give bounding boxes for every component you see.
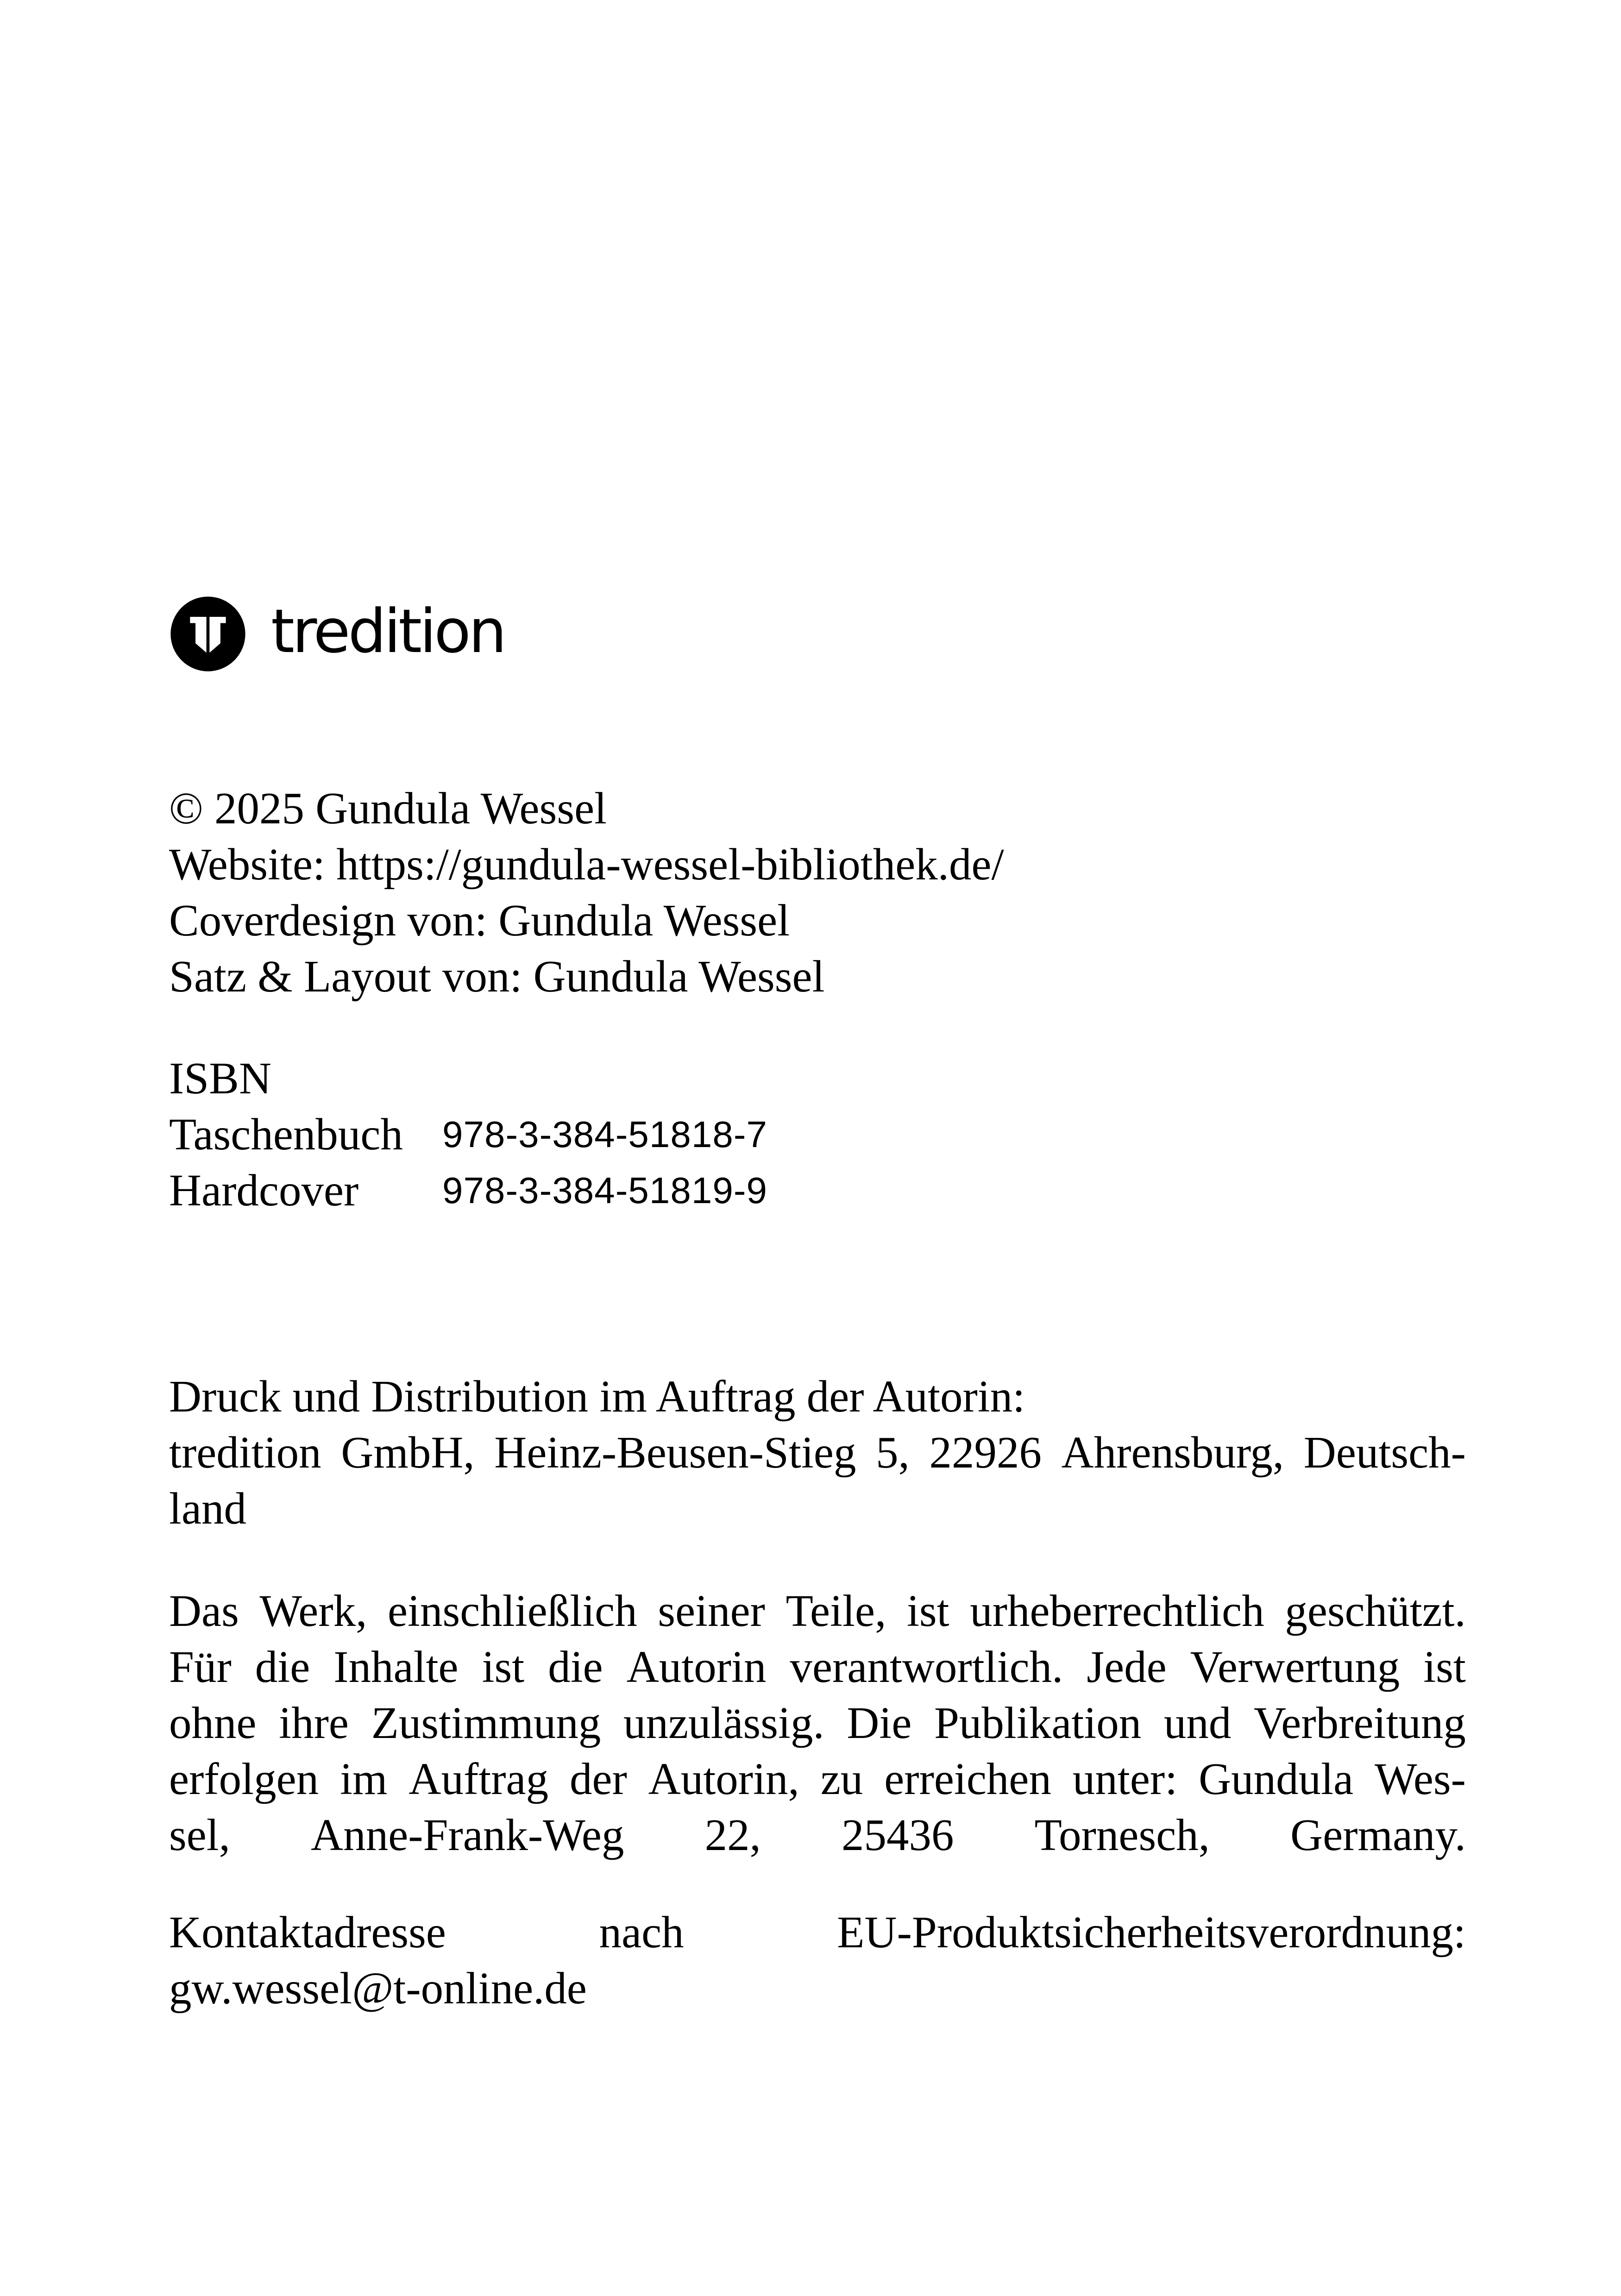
rights-line-word: sel,: [169, 1810, 231, 1860]
rights-line-word: Publikation: [934, 1698, 1142, 1748]
rights-line-word: erreichen: [884, 1754, 1051, 1804]
distribution-line-word: GmbH,: [341, 1428, 475, 1477]
isbn-value-hardcover: 978-3-384-51819-9: [442, 1170, 767, 1211]
rights-line-word: die: [255, 1642, 310, 1692]
isbn-heading: ISBN: [169, 1054, 271, 1103]
rights-line-word: ist: [482, 1642, 525, 1692]
rights-line-word: Für: [169, 1642, 232, 1692]
distribution-line-word: Deutsch-: [1303, 1428, 1466, 1477]
rights-line-word: ist: [1423, 1642, 1466, 1692]
rights-line-word: Verbreitung: [1253, 1698, 1466, 1748]
distribution-line: [169, 1424, 1466, 1480]
distribution-line-word: 5,: [876, 1428, 910, 1477]
rights-line-word: urheberrechtlich: [970, 1586, 1264, 1636]
distribution-line: land: [169, 1484, 247, 1533]
rights-line-word: ohne: [169, 1698, 257, 1748]
contact-line-word: nach: [599, 1907, 684, 1957]
rights-line-word: die: [548, 1642, 603, 1692]
rights-line: [169, 1639, 1466, 1695]
rights-line-word: Zustimmung: [371, 1698, 601, 1748]
rights-line-word: im: [340, 1754, 388, 1804]
rights-line-word: Jede: [1087, 1642, 1167, 1692]
distribution-line-word: Heinz-Beusen-Stieg: [494, 1428, 856, 1477]
rights-line-word: einschließlich: [388, 1586, 637, 1636]
isbn-row-hardcover: [169, 1162, 1466, 1218]
copyright-line: Satz & Layout von: Gundula Wessel: [169, 952, 825, 1001]
rights-line-word: erfolgen: [169, 1754, 319, 1804]
rights-line-word: Autorin: [626, 1642, 767, 1692]
copyright-line: © 2025 Gundula Wessel: [169, 784, 607, 833]
rights-line-word: 22,: [704, 1810, 761, 1860]
rights-line-word: Germany.: [1290, 1810, 1466, 1860]
rights-line-word: ist: [906, 1586, 949, 1636]
rights-line-word: Auftrag: [408, 1754, 549, 1804]
rights-line: [169, 1807, 1466, 1863]
distribution-line-word: tredition: [169, 1428, 321, 1477]
contact-line[interactable]: gw.wessel@t-online.de: [169, 1964, 587, 2013]
rights-line-word: der: [570, 1754, 627, 1804]
rights-line-word: Inhalte: [333, 1642, 459, 1692]
publisher-wordmark: tredition: [271, 596, 505, 666]
rights-line-word: und: [1163, 1698, 1231, 1748]
distribution-line-word: 22926: [929, 1428, 1042, 1477]
rights-line-word: Werk,: [259, 1586, 367, 1636]
isbn-row-paperback: [169, 1106, 1466, 1162]
copyright-line: Coverdesign von: Gundula Wessel: [169, 896, 790, 945]
isbn-label-paperback: Taschenbuch: [169, 1110, 403, 1159]
rights-line-word: ihre: [279, 1698, 349, 1748]
publisher-logo: [169, 595, 1466, 673]
rights-line-word: Anne-Frank-Weg: [311, 1810, 624, 1860]
distribution-block: [169, 1368, 1466, 1537]
distribution-line: Druck und Distribution im Auftrag der Autorin:: [169, 1372, 1025, 1421]
rights-line-word: Tornesch,: [1034, 1810, 1210, 1860]
rights-line-word: Wes-: [1375, 1754, 1466, 1804]
distribution-line-word: Ahrensburg,: [1061, 1428, 1284, 1477]
rights-line: [169, 1583, 1466, 1639]
rights-line-word: 25436: [842, 1810, 954, 1860]
isbn-block: [169, 1050, 1466, 1218]
rights-line-word: Teile,: [785, 1586, 886, 1636]
rights-line-word: unter:: [1072, 1754, 1178, 1804]
rights-line-word: Die: [847, 1698, 912, 1748]
rights-line-word: Autorin,: [648, 1754, 799, 1804]
copyright-block: [169, 780, 1466, 1004]
isbn-value-paperback: 978-3-384-51818-7: [442, 1114, 767, 1155]
contact-line-word: EU-Produktsicherheitsverordnung:: [837, 1907, 1466, 1957]
rights-line: [169, 1751, 1466, 1807]
rights-line: [169, 1695, 1466, 1751]
rights-line-word: verantwortlich.: [790, 1642, 1063, 1692]
rights-line-word: Das: [169, 1586, 239, 1636]
tredition-logo-icon: [169, 595, 247, 673]
rights-block: [169, 1583, 1466, 1863]
contact-line-word: Kontaktadresse: [169, 1907, 446, 1957]
contact-line: [169, 1904, 1466, 1960]
contact-block: [169, 1904, 1466, 2016]
rights-line-word: unzulässig.: [623, 1698, 824, 1748]
rights-line-word: Gundula: [1199, 1754, 1354, 1804]
rights-line-word: zu: [820, 1754, 863, 1804]
copyright-line[interactable]: Website: https://gundula-wessel-bibliothek.de/: [169, 840, 1004, 889]
rights-line-word: seiner: [658, 1586, 765, 1636]
isbn-label-hardcover: Hardcover: [169, 1166, 359, 1215]
rights-line-word: Verwertung: [1190, 1642, 1400, 1692]
rights-line-word: geschützt.: [1285, 1586, 1466, 1636]
